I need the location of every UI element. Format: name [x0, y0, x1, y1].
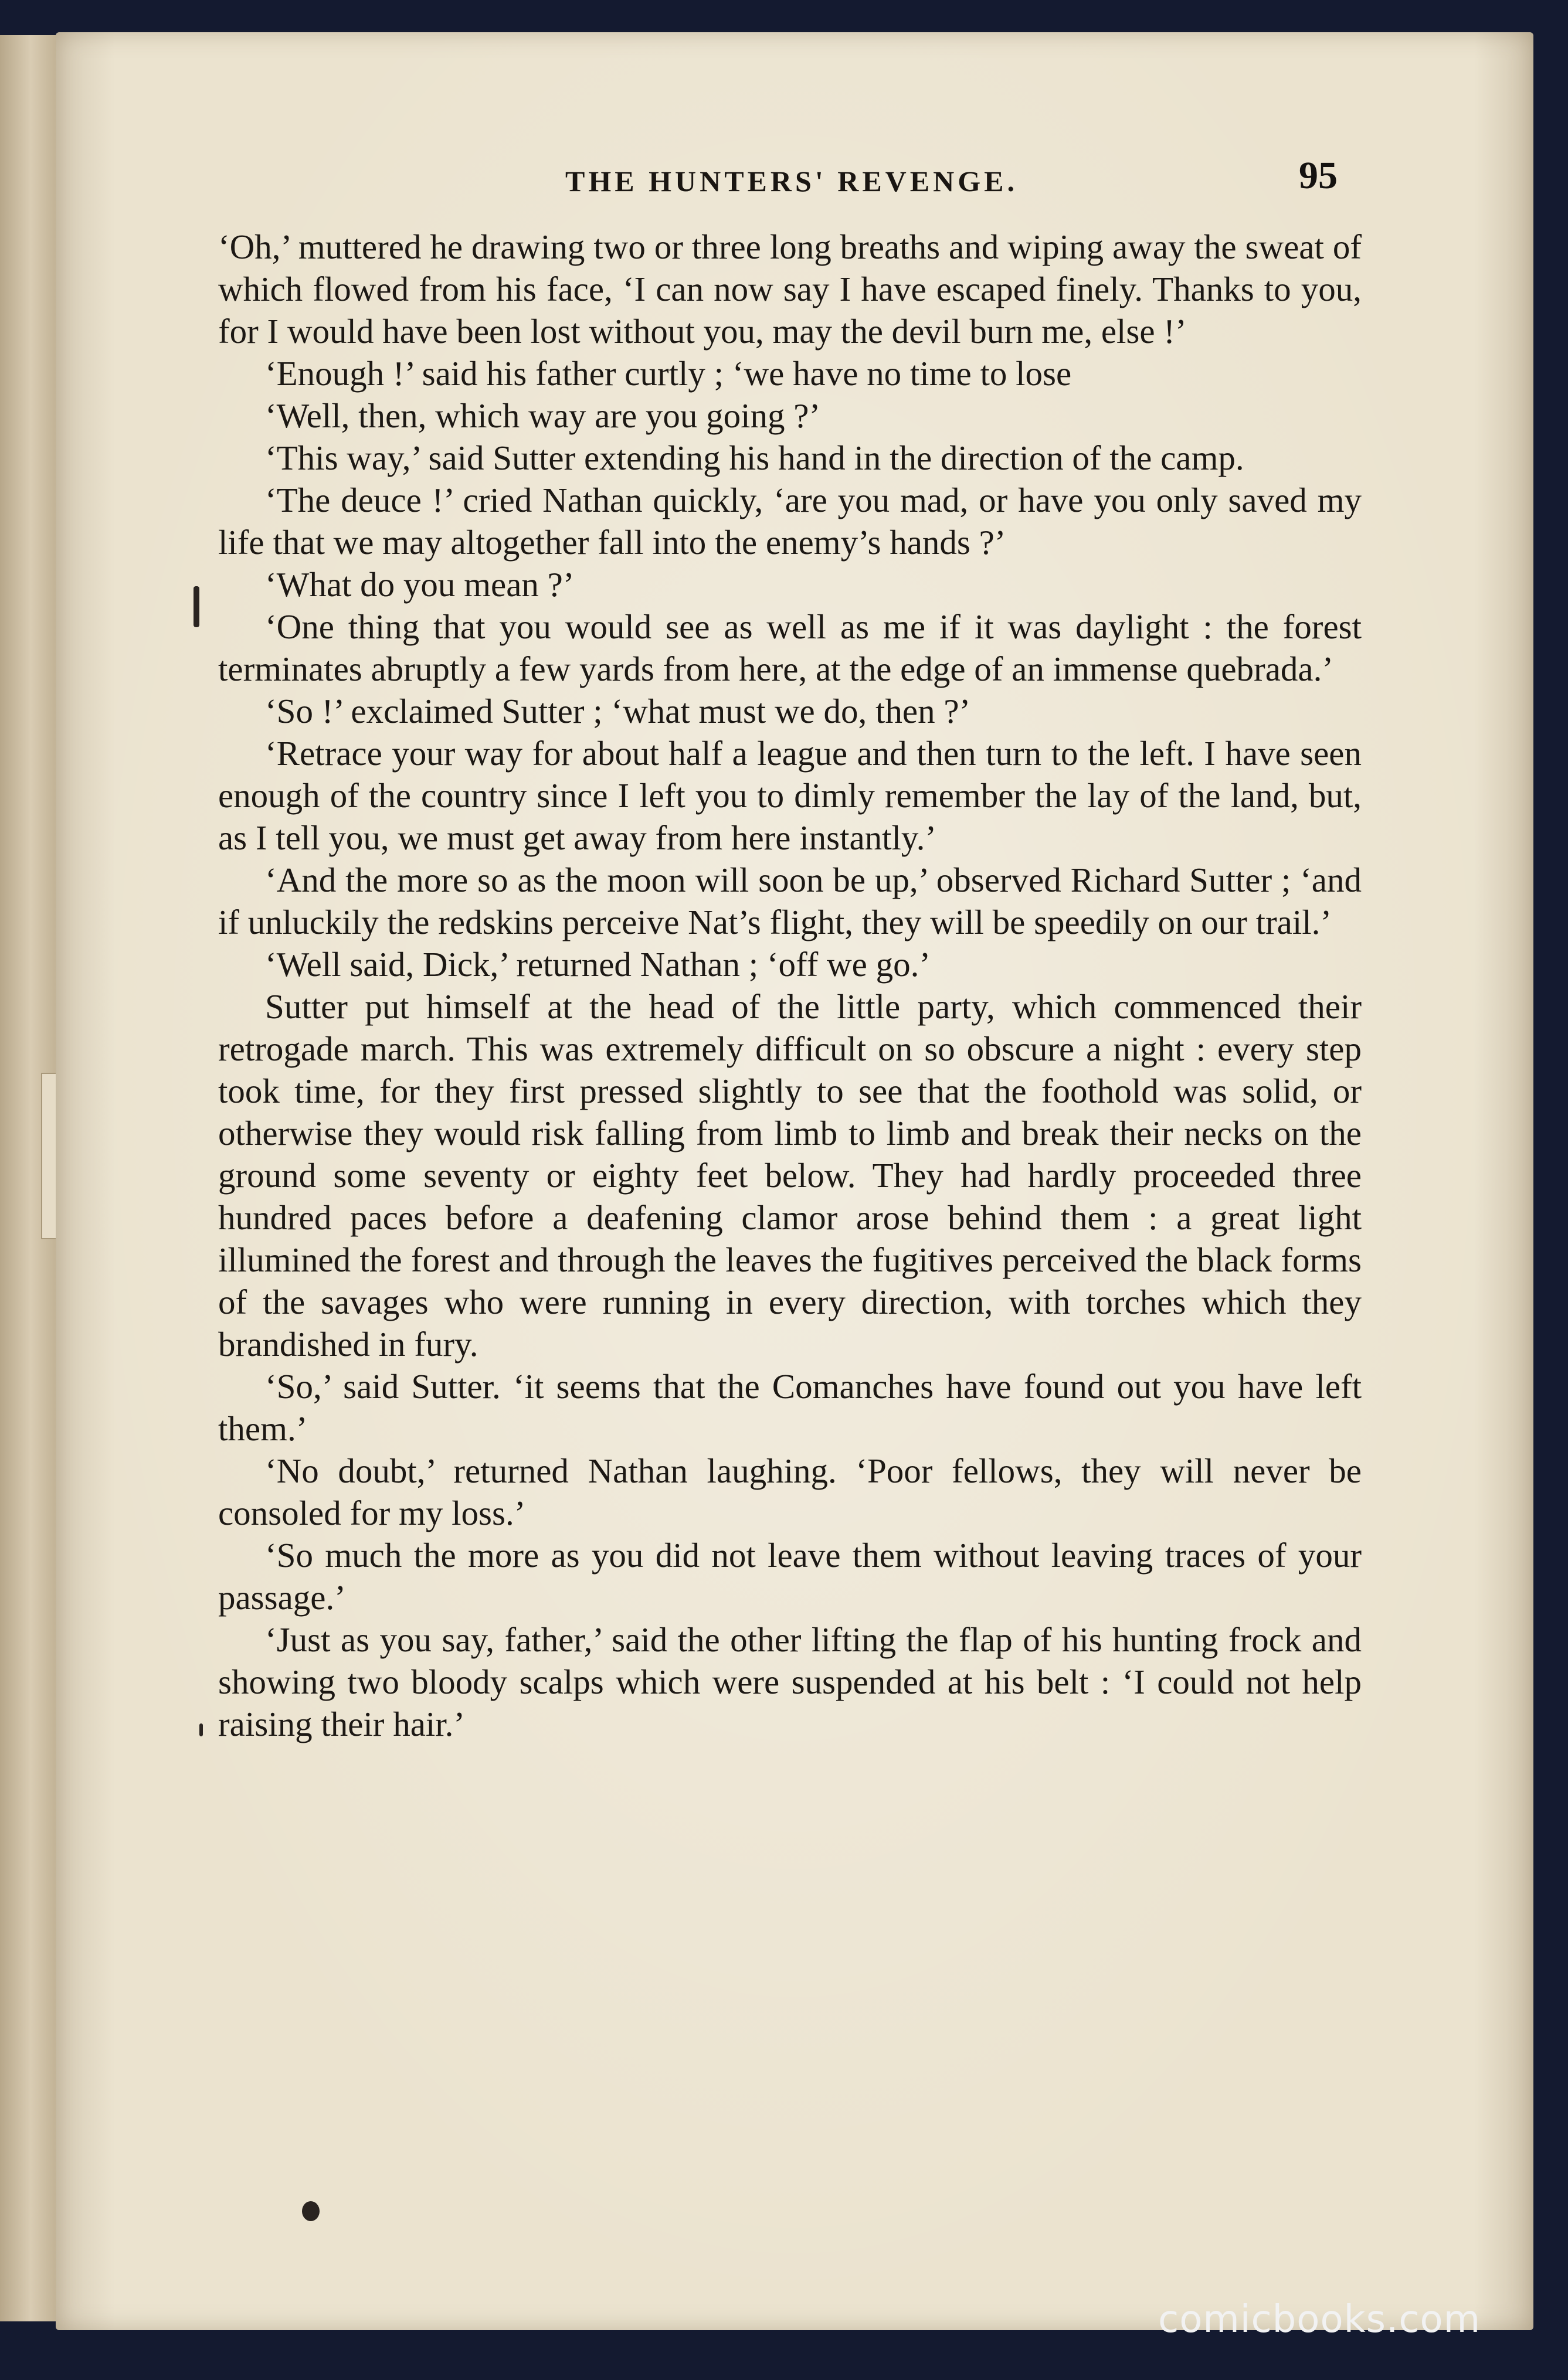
running-title: THE HUNTERS' REVENGE. — [565, 165, 1018, 198]
page-number: 95 — [1299, 154, 1338, 197]
paragraph: ‘Well said, Dick,’ returned Nathan ; ‘off we go.’ — [265, 945, 931, 984]
paragraph: ‘The deuce !’ cried Nathan quickly, ‘are you mad, or have you only saved my life that we may altogether fall into the enemy’s hands ?’ — [218, 481, 1362, 562]
body-text — [218, 226, 1362, 2113]
ink-speck — [194, 586, 199, 627]
paragraph: ‘So !’ exclaimed Sutter ; ‘what must we do, then ?’ — [265, 692, 971, 730]
paragraph: ‘And the more so as the moon will soon be up,’ observed Richard Sutter ; ‘and if unluckily the redskins perceive Nat’s flight, they will be speedily on our trail.’ — [218, 861, 1362, 941]
paragraph: ‘Just as you say, father,’ said the other lifting the flap of his hunting frock and showing two bloody scalps which were suspended at his belt : ‘I could not help raising their hair.’ — [218, 1620, 1362, 1743]
paragraph: ‘Enough !’ said his father curtly ; ‘we have no time to lose — [265, 354, 1072, 393]
paragraph: ‘Oh,’ muttered he drawing two or three long breaths and wiping away the sweat of which flowed from his face, ‘I can now say I have escaped finely. Thanks to you, for I would have been lost without you, may the devil burn me, else !’ — [218, 227, 1362, 351]
paragraph: ‘So,’ said Sutter. ‘it seems that the Comanches have found out you have left them.’ — [218, 1367, 1362, 1448]
paragraph: ‘So much the more as you did not leave them without leaving traces of your passage.’ — [218, 1536, 1362, 1617]
paragraph: ‘Well, then, which way are you going ?’ — [265, 396, 821, 435]
paragraph: ‘What do you mean ?’ — [265, 565, 575, 604]
paragraph: ‘No doubt,’ returned Nathan laughing. ‘Poor fellows, they will never be consoled for my loss.’ — [218, 1451, 1362, 1532]
paragraph: Sutter put himself at the head of the little party, which commenced their retrogade march. This was extremely difficult on so obscure a night : every step took time, for they first pressed slightly to see that the foothold was solid, or otherwise they would risk falling from limb to limb and break their necks on the ground some seventy or eighty feet below. They had hardly proceeded three hundred paces before a deafening clamor arose behind them : a great light illumined the forest and through the leaves the fugitives perceived the black forms of the savages who were running in every direction, with torches which they brandished in fury. — [218, 987, 1362, 1364]
previous-page-edge — [0, 35, 58, 2321]
paragraph: ‘This way,’ said Sutter extending his hand in the direction of the camp. — [265, 438, 1244, 477]
paragraph: ‘Retrace your way for about half a league and then turn to the left. I have seen enough of the country since I left you to dimly remember the lay of the land, but, as I tell you, we must get away from here instantly.’ — [218, 734, 1362, 857]
watermark: comicbooks.com — [1158, 2298, 1481, 2341]
ink-speck — [302, 2201, 320, 2221]
ink-speck — [199, 1723, 203, 1736]
paragraph: ‘One thing that you would see as well as me if it was daylight : the forest terminates abruptly a few yards from here, at the edge of an immense quebrada.’ — [218, 607, 1362, 688]
